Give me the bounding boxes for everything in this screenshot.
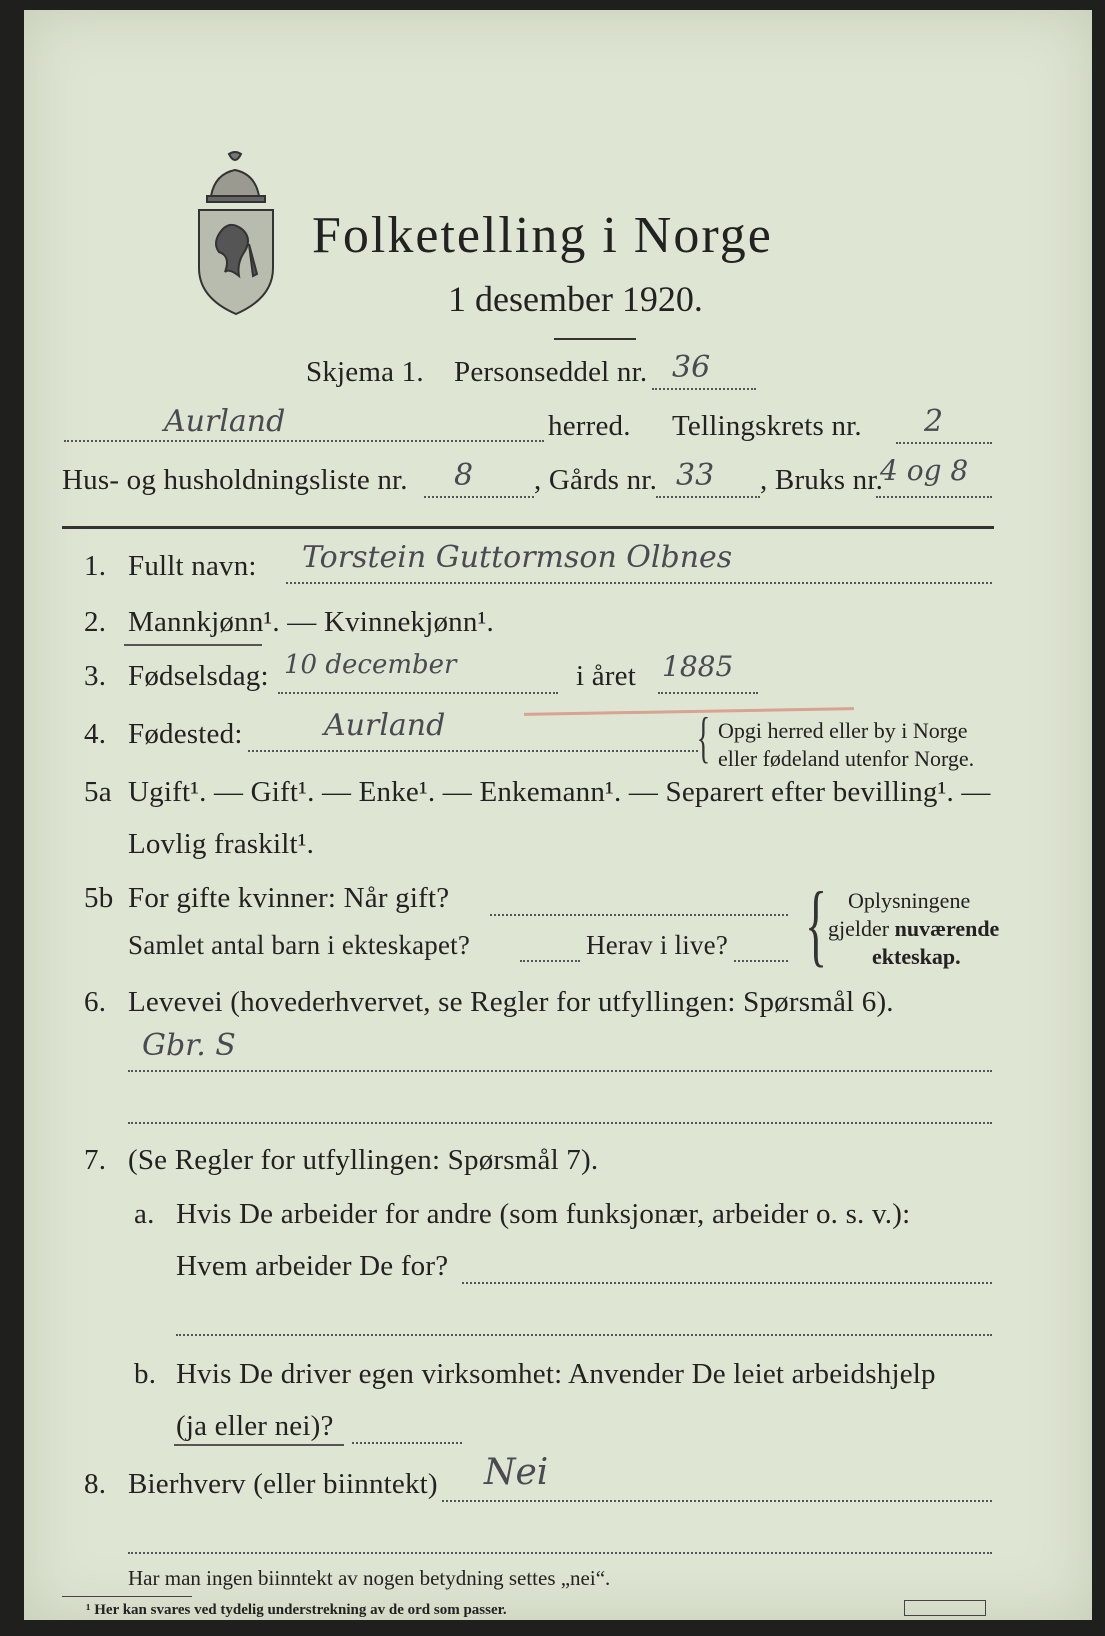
q5a-number: 5a xyxy=(84,776,112,808)
q2-number: 2. xyxy=(84,606,107,638)
footer-note: Har man ingen biinntekt av nogen betydning settes „nei“. xyxy=(128,1566,611,1590)
q5b-note-line2 xyxy=(828,916,999,942)
q7b-underline xyxy=(174,1444,344,1446)
tellingskrets-line xyxy=(896,442,992,444)
red-pencil-mark xyxy=(524,707,854,716)
personseddel-label: Personseddel nr. xyxy=(454,356,648,388)
footnote-rule xyxy=(62,1596,192,1597)
q1-label: Fullt navn: xyxy=(128,550,257,582)
q1-number: 1. xyxy=(84,550,107,582)
q7b-letter: b. xyxy=(134,1358,157,1390)
q5b-note-nuvaerende: nuværende xyxy=(894,916,1000,941)
q8-line xyxy=(442,1500,992,1502)
footnote: ¹ Her kan svares ved tydelig understrekning av de ord som passer. xyxy=(86,1602,507,1618)
q5b-gift-line xyxy=(490,914,788,916)
husliste-label: Hus- og husholdningsliste nr. xyxy=(62,464,408,496)
q6-line2 xyxy=(128,1122,992,1124)
q7b-line1: Hvis De driver egen virksomhet: Anvender De leiet arbeidshjelp xyxy=(176,1358,936,1390)
husliste-value[interactable]: 8 xyxy=(454,458,474,493)
q7a-answer-line xyxy=(462,1282,992,1284)
q6-line1 xyxy=(128,1070,992,1072)
q5a-line2: Lovlig fraskilt¹. xyxy=(128,828,315,860)
printer-stamp xyxy=(904,1600,986,1616)
q7b-answer-line xyxy=(352,1442,462,1444)
q5b-number: 5b xyxy=(84,882,114,914)
coat-of-arms-icon xyxy=(189,148,279,318)
q3-number: 3. xyxy=(84,660,107,692)
q5b-barn-line xyxy=(520,960,580,962)
bruks-line xyxy=(876,496,992,498)
q8-number: 8. xyxy=(84,1468,107,1500)
q5b-note-line1: Oplysningene xyxy=(848,888,971,913)
gards-label: , Gårds nr. xyxy=(534,464,658,496)
herred-line xyxy=(64,440,544,442)
q8-value[interactable]: Nei xyxy=(484,1452,549,1493)
section-rule xyxy=(62,526,994,529)
q5b-herav-label: Herav i live? xyxy=(586,930,729,960)
herred-label: herred. xyxy=(548,410,631,442)
q4-line xyxy=(248,750,698,752)
q5b-note-gjelder: gjelder xyxy=(828,916,895,941)
q5b-brace: { xyxy=(805,873,828,975)
husliste-line xyxy=(424,496,534,498)
census-form xyxy=(24,10,1092,1620)
q3-line xyxy=(278,692,558,694)
herred-value[interactable]: Aurland xyxy=(164,404,286,439)
q1-value[interactable]: Torstein Guttormson Olbnes xyxy=(302,540,733,575)
q7a-line1: Hvis De arbeider for andre (som funksjonær, arbeider o. s. v.): xyxy=(176,1198,911,1230)
q4-number: 4. xyxy=(84,718,107,750)
q7a-letter: a. xyxy=(134,1198,155,1230)
q7-number: 7. xyxy=(84,1144,107,1176)
q5b-herav-line xyxy=(734,960,788,962)
q5a-line1: Ugift¹. — Gift¹. — Enke¹. — Enkemann¹. — Separert efter bevilling¹. — xyxy=(128,776,991,808)
q6-label: Levevei (hovederhvervet, se Regler for utfyllingen: Spørsmål 6). xyxy=(128,986,894,1018)
q2-underline xyxy=(124,644,262,646)
bruks-value[interactable]: 4 og 8 xyxy=(880,454,969,487)
q5b-line2: Samlet antal barn i ekteskapet? xyxy=(128,930,471,960)
q4-value[interactable]: Aurland xyxy=(324,708,446,743)
q6-value[interactable]: Gbr. S xyxy=(142,1028,236,1063)
q3-label: Fødselsdag: xyxy=(128,660,269,692)
title-divider xyxy=(554,338,636,340)
form-title: Folketelling i Norge xyxy=(312,207,773,264)
personseddel-value[interactable]: 36 xyxy=(672,350,711,385)
q3-year-line xyxy=(658,692,758,694)
q7b-line2: (ja eller nei)? xyxy=(176,1410,334,1442)
q5b-note-line3: ekteskap. xyxy=(872,944,961,969)
q4-brace: { xyxy=(696,707,711,769)
q7a-answer-line2 xyxy=(176,1334,992,1336)
q1-line xyxy=(286,582,992,584)
q3-value[interactable]: 10 december xyxy=(284,650,457,680)
q3-year-value[interactable]: 1885 xyxy=(662,650,734,683)
q6-number: 6. xyxy=(84,986,107,1018)
tellingskrets-value[interactable]: 2 xyxy=(924,404,944,439)
personseddel-line xyxy=(652,388,756,390)
gards-line xyxy=(656,496,760,498)
q8-line2 xyxy=(128,1552,992,1554)
q3-year-label: i året xyxy=(576,660,636,692)
census-date: 1 desember 1920. xyxy=(448,279,703,319)
gards-value[interactable]: 33 xyxy=(676,458,715,493)
q8-label: Bierhverv (eller biinntekt) xyxy=(128,1468,438,1500)
q4-note-line1: Opgi herred eller by i Norge xyxy=(718,718,968,743)
q4-note-line2: eller fødeland utenfor Norge. xyxy=(718,746,975,771)
q5b-line1: For gifte kvinner: Når gift? xyxy=(128,882,450,914)
bruks-label: , Bruks nr. xyxy=(760,464,884,496)
q7-label: (Se Regler for utfyllingen: Spørsmål 7). xyxy=(128,1144,599,1176)
skjema-label: Skjema 1. xyxy=(306,356,424,388)
q2-label: Mannkjønn¹. — Kvinnekjønn¹. xyxy=(128,606,494,638)
tellingskrets-label: Tellingskrets nr. xyxy=(672,410,862,442)
q7a-line2: Hvem arbeider De for? xyxy=(176,1250,449,1282)
q4-label: Fødested: xyxy=(128,718,243,750)
